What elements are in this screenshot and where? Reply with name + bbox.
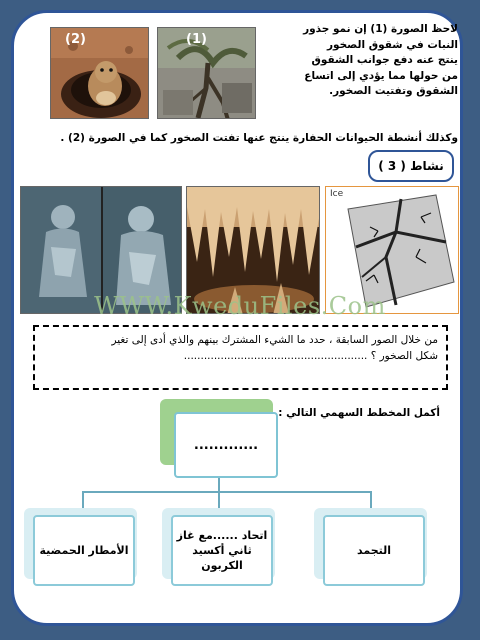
tree-roots-photo: [157, 27, 256, 119]
photo-label-2: (2): [65, 32, 86, 47]
photo-label-1: (1): [186, 32, 207, 47]
intro-line: ينتج عنه دفع جوانب الشقوق: [311, 54, 458, 66]
leaf-acid-rain: الأمطار الحمضية: [33, 515, 135, 586]
activity-badge: نشاط ( 3 ): [368, 150, 454, 182]
intro-paragraph: [258, 22, 458, 100]
question-box: [33, 325, 448, 390]
connector-middle: [218, 491, 220, 509]
leaf-freezing: التجمد: [323, 515, 425, 586]
root-node[interactable]: .............: [174, 412, 278, 478]
intro-line: من حولها مما يؤدي إلى اتساع: [304, 69, 458, 82]
connector-left: [82, 491, 84, 509]
question-text: من خلال الصور السابقة ، حدد ما الشيء المشترك بينهم والذي أدى إلى تغير: [111, 334, 438, 346]
connector-vertical: [218, 478, 220, 492]
intro-second-line: وكذلك أنشطة الحيوانات الحفارة ينتج عنها تفتت الصخور كما في الصورة (2) .: [60, 132, 458, 144]
intro-line: لاحظ الصورة (1) إن نمو جذور: [303, 23, 458, 35]
ice-label: Ice: [330, 189, 344, 199]
connector-horizontal: [82, 491, 372, 493]
connector-right: [370, 491, 372, 509]
leaf-carbon-dioxide[interactable]: اتحاد ......مع غاز ثاني أكسيد الكربون: [171, 515, 273, 586]
burrowing-animal-photo: [50, 27, 149, 119]
watermark: WWW.KweduFiles.Com: [94, 292, 386, 320]
intro-line: الشقوق وتفتيت الصخور.: [329, 85, 458, 97]
intro-line: النبات في شقوق الصخور: [326, 38, 458, 51]
question-answer-line[interactable]: شكل الصخور ؟ .......................................................: [183, 350, 438, 362]
tree-roots-image: [158, 28, 256, 119]
diagram-instruction: أكمل المخطط السهمي التالي :: [278, 407, 440, 419]
